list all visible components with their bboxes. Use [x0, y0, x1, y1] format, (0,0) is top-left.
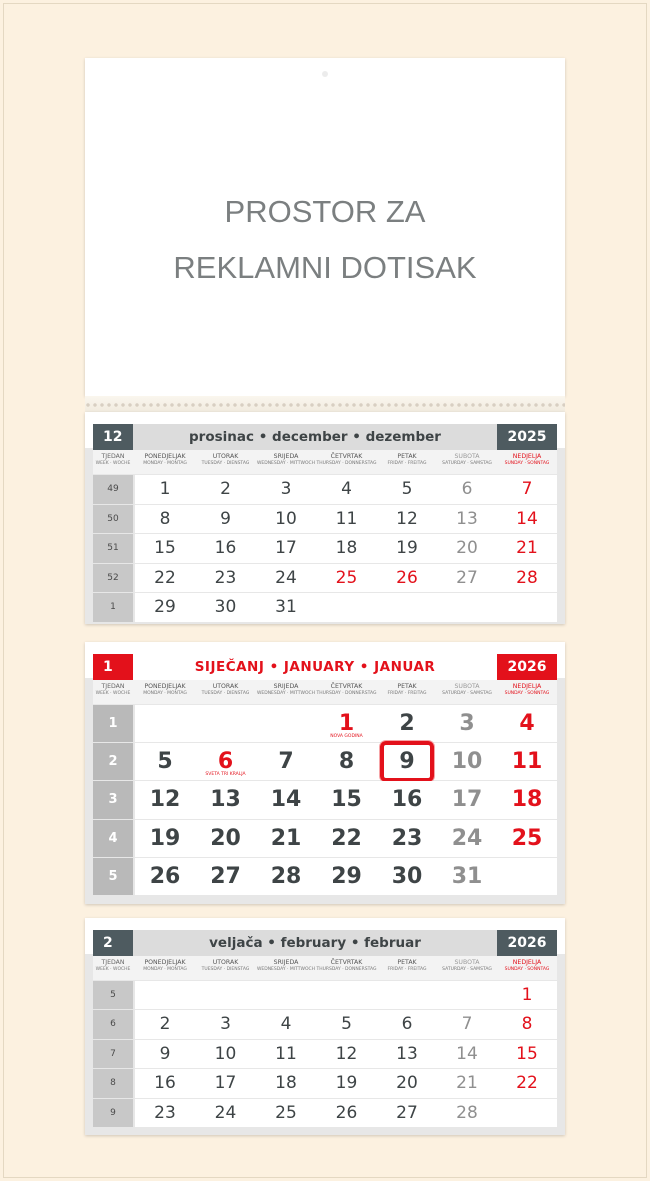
day-cell[interactable]: 28: [516, 567, 538, 588]
weekday-label: PONEDJELJAK: [144, 959, 186, 966]
weekday-label-5: [377, 453, 437, 467]
week-row: [93, 534, 557, 563]
weekday-label: PONEDJELJAK: [144, 453, 186, 460]
weekday-label: PONEDJELJAK: [144, 683, 186, 690]
weekday-label-1: [135, 453, 195, 467]
week-number: 4: [93, 820, 133, 857]
weekday-sublabel: FRIDAY · FREITAG: [387, 691, 427, 696]
week-row: [93, 1099, 557, 1127]
day-cell[interactable]: 27: [396, 1102, 418, 1123]
weekday-sublabel: SATURDAY · SAMSTAG: [442, 461, 492, 466]
day-cell[interactable]: 7: [278, 749, 294, 775]
month-title: veljača • february • februar: [133, 930, 497, 956]
day-cell[interactable]: 2: [220, 479, 231, 499]
day-cell: [195, 705, 256, 742]
week-row: [93, 505, 557, 534]
day-cell[interactable]: 5: [157, 749, 173, 775]
day-cell[interactable]: 31: [451, 863, 483, 889]
weekday-label-7: [497, 683, 557, 697]
month-title: SIJEČANJ • JANUARY • JANUAR: [133, 654, 497, 680]
week-row: [93, 820, 557, 857]
day-cell: [497, 858, 557, 895]
day-cell[interactable]: 26: [396, 567, 418, 588]
day-cell[interactable]: 26: [335, 1102, 358, 1123]
weekday-sublabel: WEDNESDAY · MITTWOCH: [256, 967, 316, 972]
weekday-label: ČETVRTAK: [330, 959, 363, 966]
weekday-label-3: [256, 453, 316, 467]
day-cell[interactable]: 25: [511, 825, 543, 851]
day-cell[interactable]: 13: [456, 508, 478, 529]
day-cell[interactable]: 5: [341, 1014, 352, 1035]
day-cell[interactable]: 19: [396, 538, 418, 558]
weekday-label-6: [437, 683, 497, 697]
day-cells: [135, 564, 557, 593]
day-cell[interactable]: 26: [149, 863, 181, 889]
day-cell[interactable]: 1 NOVA GODINA: [316, 705, 377, 742]
weekday-sublabel: THURSDAY · DONNERSTAG: [316, 461, 377, 466]
weekday-sublabel: TUESDAY · DIENSTAG: [201, 461, 250, 466]
day-cell: [195, 981, 256, 1009]
week-number: 50: [93, 505, 133, 534]
week-number: 51: [93, 534, 133, 563]
day-cell[interactable]: 2: [399, 711, 415, 736]
week-number: 5: [93, 858, 133, 895]
weekday-label: PETAK: [397, 683, 417, 690]
day-cell: [437, 593, 497, 622]
advertising-area: [85, 58, 565, 396]
weekday-sublabel: SATURDAY · SAMSTAG: [442, 691, 492, 696]
weekday-label-7: [497, 453, 557, 467]
weekday-label: PETAK: [397, 959, 417, 966]
weekday-label-2: [195, 453, 256, 467]
day-cell[interactable]: 28: [456, 1102, 478, 1123]
day-cells: [135, 820, 557, 857]
weekday-label: SUBOTA: [454, 453, 480, 460]
weekday-label-2: [195, 959, 256, 973]
weekday-label: SUBOTA: [454, 959, 480, 966]
day-cell[interactable]: 24: [451, 825, 483, 851]
day-cell[interactable]: 30: [391, 863, 423, 889]
weekday-sublabel: SUNDAY · SONNTAG: [504, 967, 550, 972]
weekday-sublabel: TUESDAY · DIENSTAG: [201, 967, 250, 972]
day-cell[interactable]: 27: [456, 567, 478, 588]
week-row: [93, 705, 557, 742]
week-number: 52: [93, 564, 133, 593]
day-cell[interactable]: 13: [396, 1043, 418, 1064]
weekday-sublabel: THURSDAY · DONNERSTAG: [316, 967, 377, 972]
today-highlight: [380, 741, 434, 782]
day-cell[interactable]: 6 SVETA TRI KRALJA: [195, 743, 256, 780]
weekday-sublabel: MONDAY · MONTAG: [143, 691, 187, 696]
weekday-sublabel: TUESDAY · DIENSTAG: [201, 691, 250, 696]
day-cell[interactable]: 15: [331, 787, 362, 813]
day-cell[interactable]: 19: [149, 825, 181, 851]
day-cells: [135, 981, 557, 1009]
day-cell[interactable]: 16: [391, 787, 423, 813]
week-number: 2: [93, 743, 133, 780]
weekday-label: NEDJELJA: [512, 959, 542, 966]
day-cell[interactable]: 4: [519, 711, 535, 736]
day-cell[interactable]: 22: [331, 825, 362, 851]
weekday-label: NEDJELJA: [512, 683, 542, 690]
day-cell: [256, 705, 316, 742]
month-year: 2025: [497, 424, 557, 450]
weekday-label-6: [437, 453, 497, 467]
day-cell[interactable]: 12: [396, 508, 418, 529]
day-cell[interactable]: 18: [511, 787, 543, 813]
day-cell[interactable]: 15: [154, 538, 176, 558]
day-cell[interactable]: 6: [401, 1014, 413, 1035]
day-cell[interactable]: 18: [275, 1073, 297, 1094]
weekday-sublabel: WEEK · WOCHE: [95, 461, 131, 466]
day-cell[interactable]: 11: [275, 1043, 297, 1064]
month-number: 1: [93, 654, 133, 680]
day-cell[interactable]: 25: [275, 1102, 297, 1123]
day-cell[interactable]: 10: [214, 1043, 237, 1064]
weekday-label-week: [93, 959, 133, 973]
week-number: 5: [93, 981, 133, 1009]
day-cell[interactable]: 22: [154, 567, 176, 588]
day-cells: [135, 593, 557, 622]
day-cell: [377, 593, 437, 622]
day-cell: [377, 981, 437, 1009]
week-number: 6: [93, 1010, 133, 1038]
day-cell[interactable]: 14: [456, 1043, 478, 1064]
week-number: 49: [93, 475, 133, 504]
weekday-header: [93, 956, 557, 980]
weekday-sublabel: MONDAY · MONTAG: [143, 967, 187, 972]
day-cell[interactable]: 19: [335, 1073, 358, 1094]
weekday-label: SRIJEDA: [273, 453, 299, 460]
week-row: [93, 781, 557, 818]
weekday-sublabel: WEDNESDAY · MITTWOCH: [256, 691, 316, 696]
day-cell[interactable]: 8: [159, 508, 171, 529]
day-cell[interactable]: 9: [399, 749, 415, 775]
day-cell[interactable]: 3: [459, 711, 475, 736]
day-cell[interactable]: 2: [159, 1014, 171, 1035]
weekday-sublabel: MONDAY · MONTAG: [143, 461, 187, 466]
month-header: [85, 642, 565, 678]
day-cell[interactable]: 22: [516, 1073, 538, 1094]
month-title: prosinac • december • dezember: [133, 424, 497, 450]
day-cell[interactable]: 16: [214, 538, 237, 558]
day-cell[interactable]: 11: [511, 749, 543, 775]
day-cell[interactable]: 3: [280, 479, 292, 499]
weekday-label-5: [377, 683, 437, 697]
week-number: 9: [93, 1099, 133, 1127]
day-cell: [437, 981, 497, 1009]
weekday-label: SUBOTA: [454, 683, 480, 690]
day-cell: [135, 981, 195, 1009]
month-number: 12: [93, 424, 133, 450]
ad-text-line-2: REKLAMNI DOTISAK: [173, 250, 477, 285]
day-cells: [135, 705, 557, 742]
day-cell[interactable]: 16: [154, 1073, 176, 1094]
day-cell[interactable]: 1: [521, 985, 533, 1005]
day-cell[interactable]: 5: [401, 479, 413, 499]
weekday-sublabel: SUNDAY · SONNTAG: [504, 461, 550, 466]
day-cell[interactable]: 8: [521, 1014, 533, 1035]
day-cell[interactable]: 23: [214, 567, 237, 588]
day-cell[interactable]: 30: [214, 597, 237, 617]
week-number: 8: [93, 1069, 133, 1097]
weekday-label: TJEDAN: [101, 959, 125, 966]
day-cell[interactable]: 12: [335, 1043, 358, 1064]
day-cells: [135, 1069, 557, 1097]
weekday-label-7: [497, 959, 557, 973]
weekday-label-4: [316, 453, 377, 467]
week-row: [93, 564, 557, 593]
weekday-label-6: [437, 959, 497, 973]
day-cells: [135, 1010, 557, 1038]
day-cell[interactable]: 15: [516, 1043, 538, 1064]
day-cell[interactable]: 23: [391, 825, 423, 851]
week-row: [93, 1069, 557, 1097]
month-header: [85, 412, 565, 448]
week-number: 7: [93, 1040, 133, 1068]
day-cell[interactable]: 9: [220, 508, 231, 529]
month-number: 2: [93, 930, 133, 956]
weekday-label-5: [377, 959, 437, 973]
weekday-label-4: [316, 683, 377, 697]
month-header: [85, 918, 565, 954]
ad-text-line-1: PROSTOR ZA: [224, 194, 426, 229]
day-cell[interactable]: 20: [396, 1073, 418, 1094]
weekday-label-4: [316, 959, 377, 973]
day-cell: [135, 705, 195, 742]
weekday-label: TJEDAN: [101, 683, 125, 690]
day-cells: [135, 1040, 557, 1068]
weekday-header: [93, 450, 557, 474]
weekday-sublabel: WEEK · WOCHE: [95, 691, 131, 696]
week-row: [93, 1040, 557, 1068]
day-cells: [135, 534, 557, 563]
day-cell[interactable]: 18: [335, 538, 358, 558]
weekday-label: ČETVRTAK: [330, 453, 363, 460]
weekday-sublabel: WEEK · WOCHE: [95, 967, 131, 972]
day-cell[interactable]: 7: [461, 1014, 473, 1035]
weekday-label: TJEDAN: [101, 453, 125, 460]
weekday-label-3: [256, 959, 316, 973]
day-cells: [135, 743, 557, 780]
weekday-sublabel: FRIDAY · FREITAG: [387, 461, 427, 466]
day-cell[interactable]: 1: [159, 479, 171, 499]
weekday-sublabel: SATURDAY · SAMSTAG: [442, 967, 492, 972]
weekday-sublabel: FRIDAY · FREITAG: [387, 967, 427, 972]
weekday-label: SRIJEDA: [273, 683, 299, 690]
weekday-label-2: [195, 683, 256, 697]
weekday-label: ČETVRTAK: [330, 683, 363, 690]
day-cell[interactable]: 21: [270, 825, 302, 851]
day-cell[interactable]: 29: [331, 863, 362, 889]
day-cell[interactable]: 23: [154, 1102, 176, 1123]
day-cell[interactable]: 21: [456, 1073, 478, 1094]
day-cell[interactable]: 17: [451, 787, 483, 813]
day-cells: [135, 781, 557, 818]
month-panel-december: [85, 412, 565, 624]
day-cell[interactable]: 13: [210, 787, 241, 813]
day-cell: [316, 593, 377, 622]
month-year: 2026: [497, 930, 557, 956]
weekday-sublabel: THURSDAY · DONNERSTAG: [316, 691, 377, 696]
week-row: [93, 475, 557, 504]
weekday-label: UTORAK: [212, 453, 239, 460]
month-panel-january: [85, 642, 565, 904]
weekday-sublabel: SUNDAY · SONNTAG: [504, 691, 550, 696]
day-cell: [497, 593, 557, 622]
week-row: [93, 743, 557, 780]
day-cell[interactable]: 8: [338, 749, 355, 775]
day-cell[interactable]: 4: [341, 479, 352, 499]
weekday-label-1: [135, 959, 195, 973]
weekday-label: PETAK: [397, 453, 417, 460]
week-row: [93, 593, 557, 622]
day-cell[interactable]: 24: [275, 567, 297, 588]
day-cell[interactable]: 14: [270, 787, 302, 813]
week-row: [93, 1010, 557, 1038]
day-cell[interactable]: 14: [516, 508, 538, 529]
day-cells: [135, 475, 557, 504]
month-panel-february: [85, 918, 565, 1135]
day-cell[interactable]: 17: [214, 1073, 237, 1094]
week-row: [93, 981, 557, 1009]
holiday-note: NOVA GODINA: [330, 734, 363, 740]
weekday-label: NEDJELJA: [512, 453, 542, 460]
day-cell: [497, 1099, 557, 1127]
weekday-label-week: [93, 683, 133, 697]
month-year: 2026: [497, 654, 557, 680]
day-cell[interactable]: 10: [451, 749, 483, 775]
week-number: 3: [93, 781, 133, 818]
day-cells: [135, 1099, 557, 1127]
week-row: [93, 858, 557, 895]
day-cell[interactable]: 31: [275, 597, 297, 617]
weekday-label: SRIJEDA: [273, 959, 299, 966]
weekday-label: UTORAK: [212, 683, 239, 690]
weekday-label-3: [256, 683, 316, 697]
day-cell[interactable]: 11: [335, 508, 358, 529]
day-cell[interactable]: 4: [280, 1014, 292, 1035]
day-cells: [135, 858, 557, 895]
weekday-header: [93, 680, 557, 704]
weekday-sublabel: WEDNESDAY · MITTWOCH: [256, 461, 316, 466]
day-cell[interactable]: 20: [210, 825, 241, 851]
weekday-label-week: [93, 453, 133, 467]
day-cells: [135, 505, 557, 534]
day-cell[interactable]: 12: [149, 787, 181, 813]
day-cell[interactable]: 6: [461, 479, 473, 499]
day-cell[interactable]: 10: [275, 508, 297, 529]
day-cell: [256, 981, 316, 1009]
day-cell: [316, 981, 377, 1009]
day-cell[interactable]: 27: [210, 863, 241, 889]
day-cell[interactable]: 3: [220, 1014, 231, 1035]
holiday-note: SVETA TRI KRALJA: [205, 772, 246, 778]
day-cell[interactable]: 21: [516, 538, 538, 558]
week-number: 1: [93, 593, 133, 622]
day-cell[interactable]: 9: [159, 1043, 171, 1064]
weekday-label-1: [135, 683, 195, 697]
hanging-hole: [322, 71, 328, 77]
day-cell[interactable]: 7: [521, 479, 533, 499]
weekday-label: UTORAK: [212, 959, 239, 966]
day-cell[interactable]: 17: [275, 538, 297, 558]
day-cell[interactable]: 24: [214, 1102, 237, 1123]
day-cell[interactable]: 28: [270, 863, 302, 889]
week-number: 1: [93, 705, 133, 742]
day-cell[interactable]: 25: [335, 567, 358, 588]
day-cell[interactable]: 29: [154, 597, 176, 617]
spiral-binding: [85, 396, 565, 412]
day-cell[interactable]: 20: [456, 538, 478, 558]
